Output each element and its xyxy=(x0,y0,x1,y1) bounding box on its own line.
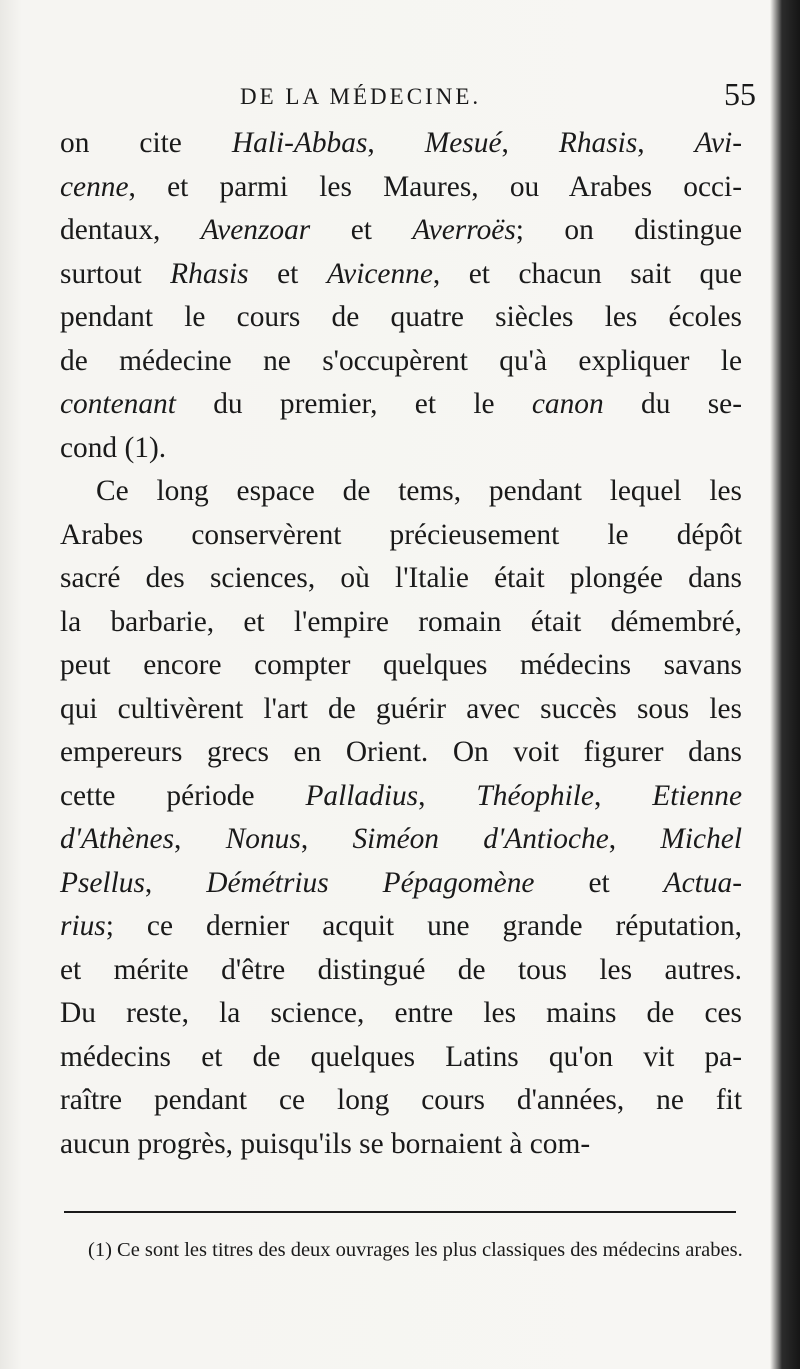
text-line xyxy=(60,601,742,645)
italic-text: canon xyxy=(531,388,604,420)
text-line xyxy=(60,905,742,949)
italic-text: Avenzoar xyxy=(200,214,311,246)
text-line xyxy=(60,470,742,514)
body-text xyxy=(60,122,742,1166)
text-run: , xyxy=(608,823,661,855)
italic-text: Hali-Abbas xyxy=(231,127,368,159)
page-number: 55 xyxy=(724,76,756,112)
text-run: du se- xyxy=(603,388,743,420)
text-line xyxy=(60,1079,742,1123)
text-run: ; on distingue xyxy=(515,214,743,246)
text-run: dentaux, xyxy=(60,214,201,246)
text-line xyxy=(60,296,742,340)
text-line xyxy=(60,818,742,862)
text-line xyxy=(60,383,742,427)
text-run: de médecine ne s'occupèrent qu'à expliquer le xyxy=(60,344,742,377)
text-run: aucun progrès, puisqu'ils se bornaient à com- xyxy=(60,1127,591,1160)
text-line xyxy=(60,514,742,558)
text-line xyxy=(60,644,742,688)
text-run: , xyxy=(144,866,207,899)
text-run: médecins et de quelques Latins qu'on vit pa- xyxy=(60,1040,742,1073)
text-line xyxy=(60,166,742,210)
footnote-rule xyxy=(64,1211,736,1213)
text-run: pendant le cours de quatre siècles les écoles xyxy=(60,301,742,333)
text-run: , xyxy=(367,127,425,159)
italic-text: Psellus xyxy=(60,866,145,899)
text-run: et mérite d'être distingué de tous les autres. xyxy=(60,953,742,986)
text-run: on cite xyxy=(60,127,232,159)
italic-text: Mesué xyxy=(424,127,502,159)
text-run: Arabes conservèrent précieusement le dépôt xyxy=(60,518,742,551)
text-line xyxy=(60,557,742,601)
text-run: qui cultivèrent l'art de guérir avec succès sous les xyxy=(60,692,742,725)
text-line xyxy=(60,731,742,775)
italic-text: Actua- xyxy=(663,866,742,899)
paragraph xyxy=(60,470,742,1166)
text-run: , xyxy=(300,823,353,855)
text-line xyxy=(60,1036,742,1080)
italic-text: Etienne xyxy=(652,779,743,812)
paragraph xyxy=(60,122,742,470)
italic-text: Michel xyxy=(660,823,743,855)
italic-text: Avicenne xyxy=(326,257,433,290)
text-line xyxy=(60,209,742,253)
italic-text: Avi- xyxy=(694,127,743,159)
italic-text: rius xyxy=(60,910,106,942)
text-run: , et parmi les Maures, ou Arabes occi- xyxy=(128,170,742,203)
text-run: raître pendant ce long cours d'années, ne fit xyxy=(60,1084,742,1116)
text-run: empereurs grecs en Orient. On voit figurer dans xyxy=(60,736,742,768)
text-run: et xyxy=(310,214,413,246)
italic-text: contenant xyxy=(60,388,176,420)
text-line xyxy=(60,688,742,732)
text-line xyxy=(60,1123,742,1167)
text-run: et xyxy=(248,257,327,290)
text-run: , xyxy=(501,127,559,159)
italic-text: Averroës xyxy=(412,214,516,246)
text-run: , et chacun sait que xyxy=(432,257,742,290)
text-run: , xyxy=(593,779,653,812)
footnote-text: (1) Ce sont les titres des deux ouvrages les plus classiques des médecins arabes. xyxy=(88,1239,743,1261)
text-run: , xyxy=(418,779,477,812)
italic-text: Palladius xyxy=(305,779,419,812)
text-line xyxy=(60,340,742,384)
text-line xyxy=(60,122,742,166)
italic-text: Rhasis xyxy=(558,127,638,159)
italic-text: Nonus xyxy=(225,823,301,855)
italic-text: d'Athènes xyxy=(60,823,175,855)
running-head: DE LA MÉDECINE. xyxy=(240,84,482,109)
text-run: Ce long espace de tems, pendant lequel les xyxy=(96,475,742,507)
text-run: sacré des sciences, où l'Italie était plongée dans xyxy=(60,562,742,594)
italic-text: Démétrius Pépagomène xyxy=(206,866,535,899)
text-run: , xyxy=(637,127,695,159)
text-run: peut encore compter quelques médecins savans xyxy=(60,649,742,681)
italic-text: Rhasis xyxy=(170,257,249,290)
text-run: cette période xyxy=(60,779,306,812)
text-line xyxy=(60,949,742,993)
page-header xyxy=(60,76,760,120)
italic-text: Siméon d'Antioche xyxy=(352,823,609,855)
text-run: ; ce dernier acquit une grande réputation, xyxy=(105,910,742,942)
italic-text: Théophile xyxy=(476,779,594,812)
text-line xyxy=(60,427,742,471)
text-run: surtout xyxy=(60,257,171,290)
text-line xyxy=(60,775,742,819)
text-run: , xyxy=(174,823,226,855)
text-line xyxy=(60,862,742,906)
footnote xyxy=(64,1232,752,1268)
text-run: Du reste, la science, entre les mains de ces xyxy=(60,997,742,1029)
text-run: la barbarie, et l'empire romain était démembré, xyxy=(60,605,742,638)
text-run: cond (1). xyxy=(60,431,167,464)
text-line xyxy=(60,253,742,297)
text-run: du premier, et le xyxy=(175,388,532,420)
text-line xyxy=(60,992,742,1036)
italic-text: cenne xyxy=(60,170,129,203)
text-run: et xyxy=(534,866,664,899)
